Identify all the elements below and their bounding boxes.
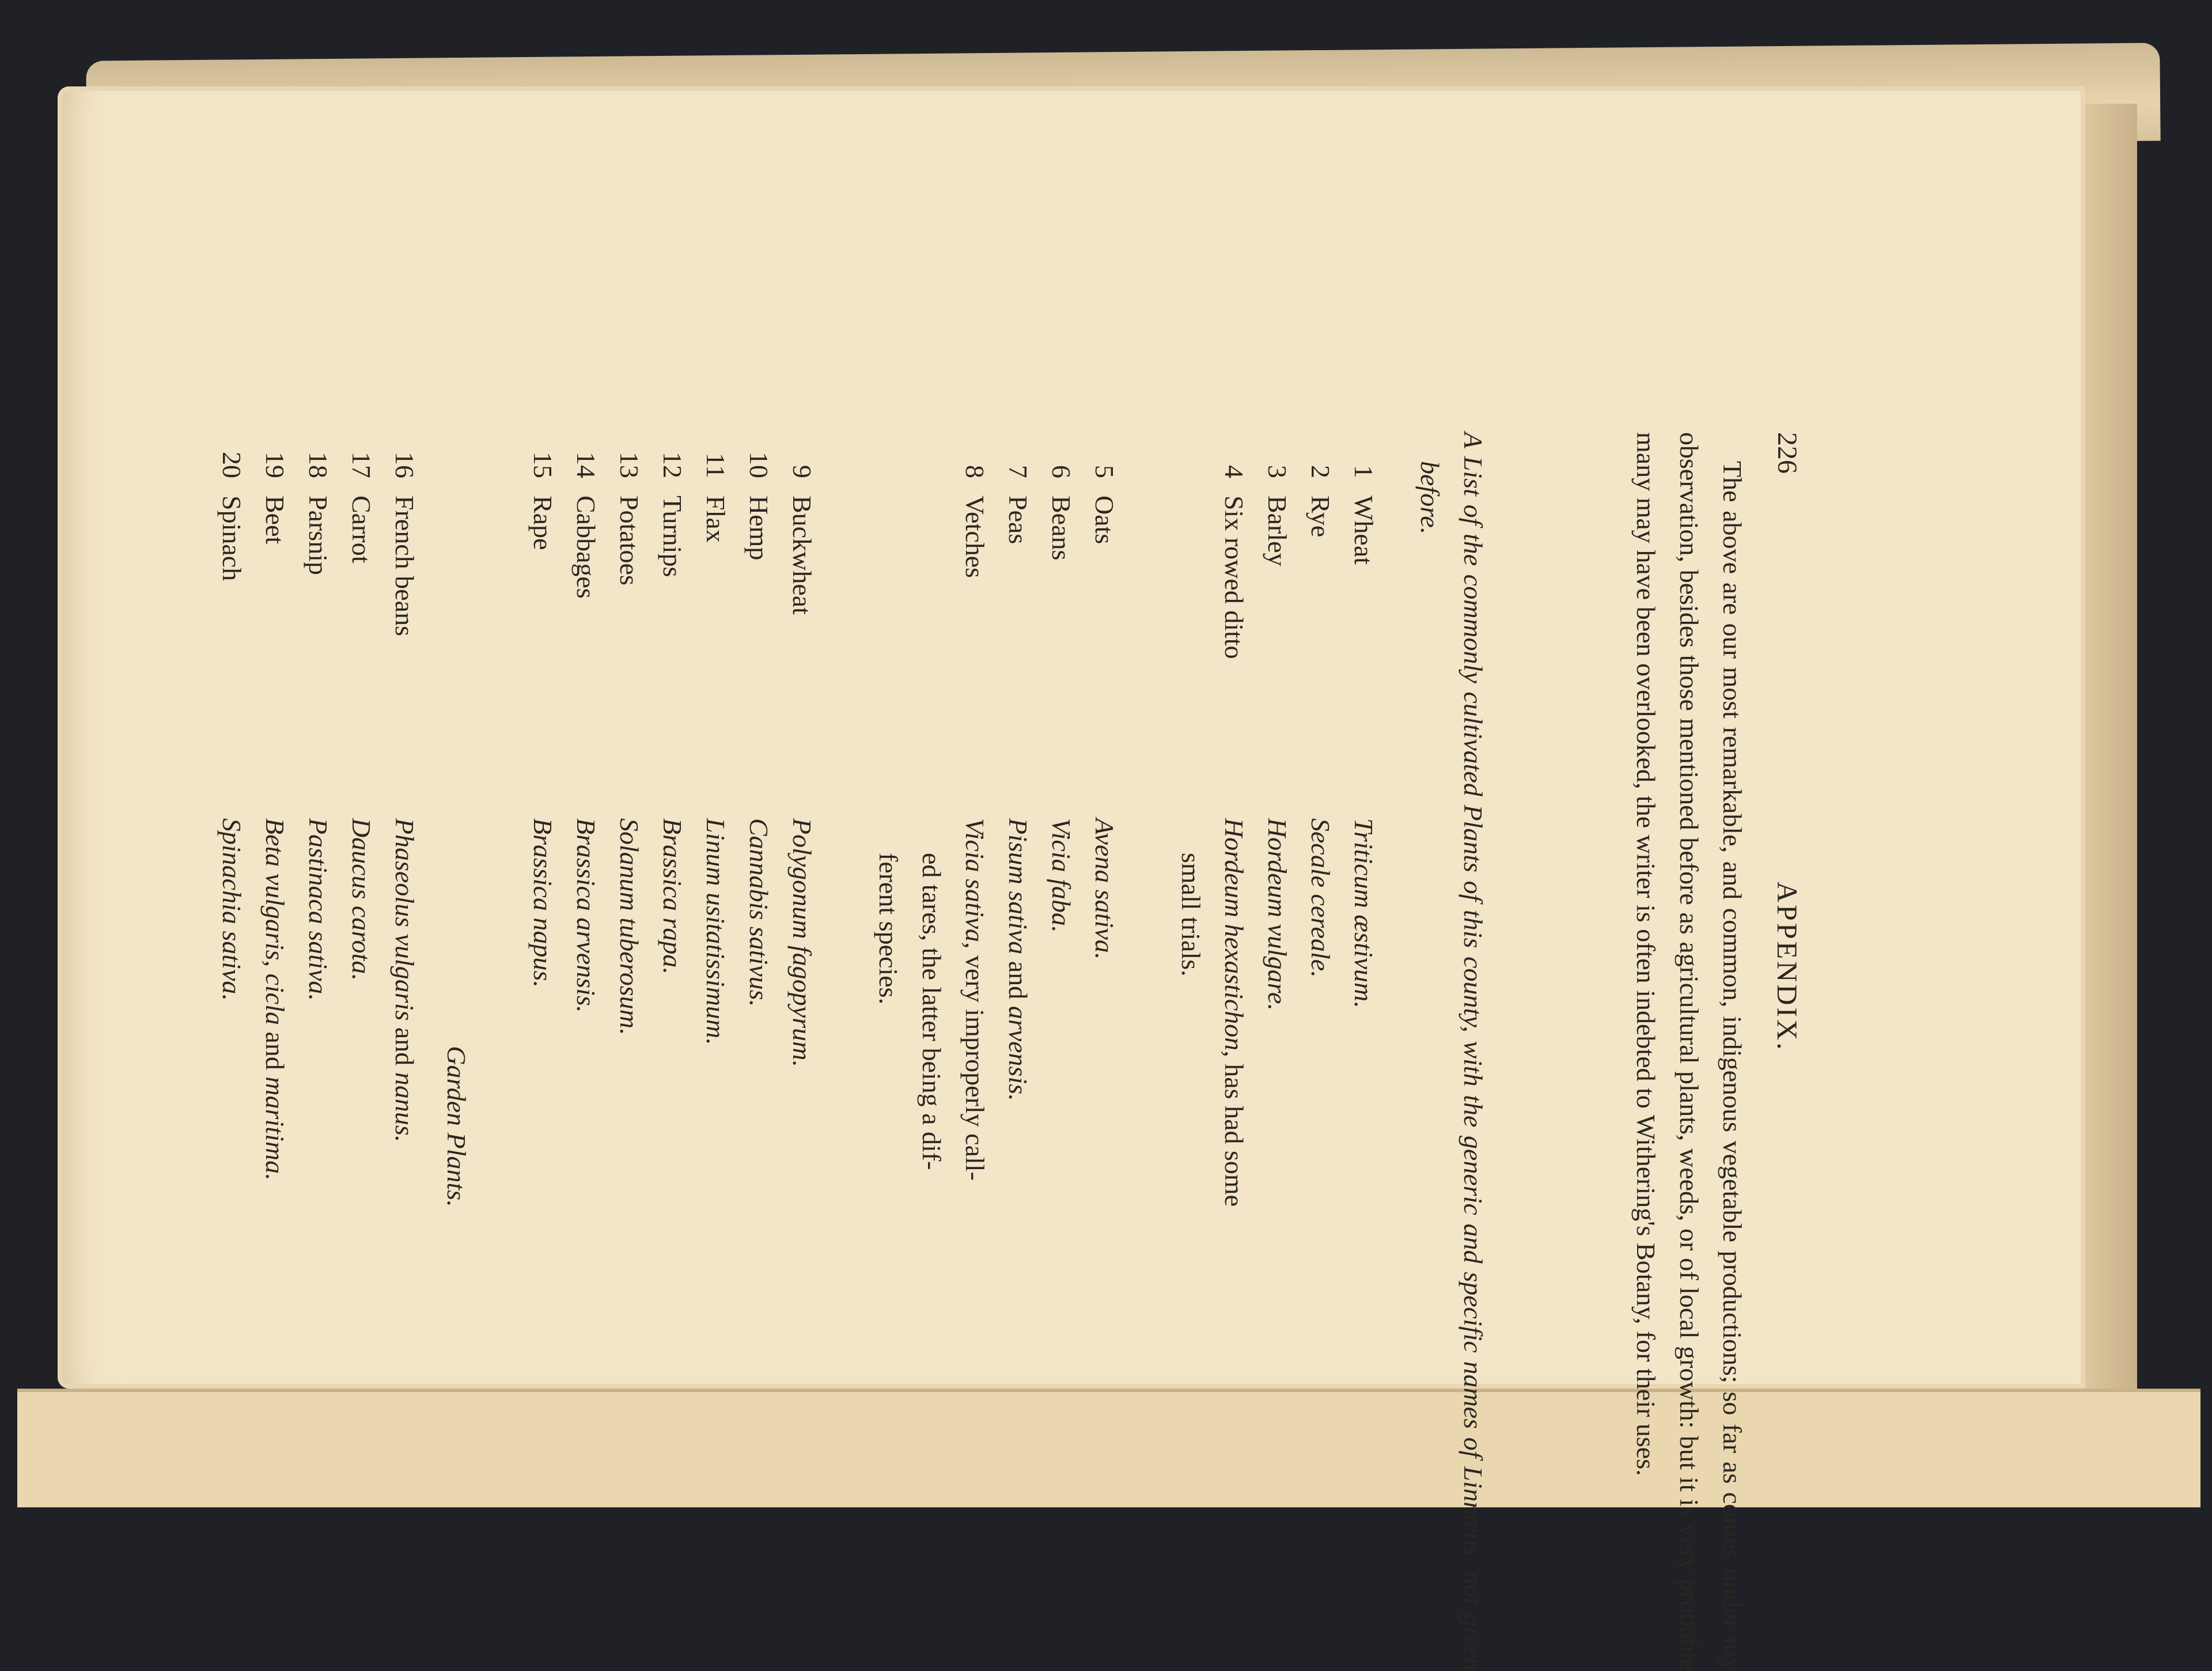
conjunction: and bbox=[390, 1027, 419, 1066]
list-heading: A List of the commonly cultivated Plants of this county, with the generic and specific names of Linnæus, not given before. bbox=[1415, 432, 1488, 1671]
latin-name: Brassica napus. bbox=[528, 818, 558, 988]
item-number: 10 bbox=[744, 452, 774, 478]
list-item bbox=[1256, 432, 1299, 1671]
common-name: Beet bbox=[260, 496, 290, 545]
list-item bbox=[651, 432, 694, 1671]
list-item bbox=[253, 432, 297, 1671]
running-head bbox=[1754, 432, 1809, 1671]
latin-name: Pisum sativa bbox=[1003, 818, 1033, 955]
item-number: 14 bbox=[571, 452, 601, 478]
latin-name: Brassica rapa. bbox=[658, 818, 687, 974]
book-page bbox=[58, 86, 2085, 1671]
latin-note: very improperly call- bbox=[960, 955, 990, 1181]
conjunction: and bbox=[1003, 961, 1033, 1000]
common-name: Wheat bbox=[1349, 496, 1378, 565]
latin-name-b: nanus. bbox=[390, 1072, 419, 1143]
common-name: Flax bbox=[701, 496, 730, 543]
item-number: 9 bbox=[787, 465, 817, 478]
list-item bbox=[867, 432, 997, 1671]
item-number: 2 bbox=[1306, 465, 1335, 478]
item-number: 3 bbox=[1263, 465, 1292, 478]
list-item bbox=[521, 432, 565, 1671]
list-item bbox=[608, 432, 651, 1671]
latin-name: Daucus carota. bbox=[347, 818, 376, 981]
common-name: Buckwheat bbox=[787, 496, 817, 615]
common-name: Oats bbox=[1090, 496, 1119, 545]
common-name: Parsnip bbox=[304, 496, 333, 575]
latin-name: Secale cereale. bbox=[1306, 818, 1335, 978]
item-number: 18 bbox=[304, 452, 333, 478]
item-number: 17 bbox=[347, 452, 376, 478]
item-number: 1 bbox=[1349, 465, 1378, 478]
item-number: 5 bbox=[1090, 465, 1119, 478]
latin-name-block bbox=[1169, 818, 1256, 1671]
latin-name-b: maritima. bbox=[260, 1076, 290, 1181]
list-item bbox=[997, 432, 1040, 1671]
item-number: 20 bbox=[217, 452, 247, 478]
common-name: Six rowed ditto bbox=[1219, 496, 1249, 659]
latin-name: Pastinaca sativa. bbox=[304, 818, 333, 1001]
common-name: Vetches bbox=[960, 496, 990, 579]
latin-name-b: arvensis. bbox=[1003, 1005, 1033, 1101]
common-name: Cabbages bbox=[571, 496, 601, 599]
common-name: Barley bbox=[1263, 496, 1292, 566]
list-item bbox=[1040, 432, 1083, 1671]
common-name: Peas bbox=[1003, 496, 1033, 545]
latin-name: Phaseolus vulgaris bbox=[390, 818, 419, 1021]
item-number: 15 bbox=[528, 452, 558, 478]
running-title: APPENDIX. bbox=[1771, 882, 1804, 1052]
latin-name: Linum usitatissimum. bbox=[701, 818, 730, 1045]
latin-continuation: small trials. bbox=[1176, 853, 1206, 977]
latin-name: Vicia faba. bbox=[1047, 818, 1076, 933]
latin-name: Beta vulgaris, cicla bbox=[260, 818, 290, 1025]
rotated-page-content bbox=[217, 432, 1809, 1671]
latin-name: Brassica arvensis. bbox=[571, 818, 601, 1013]
list-item bbox=[383, 432, 426, 1671]
latin-continuation: ferent species. bbox=[874, 853, 903, 1005]
common-name: French beans bbox=[390, 496, 419, 636]
garden-plants-heading: Garden Plants. bbox=[442, 1046, 471, 1207]
field-plants-list bbox=[521, 432, 1385, 1671]
spacer bbox=[824, 432, 867, 1671]
latin-name: Spinachia sativa. bbox=[217, 818, 247, 1001]
item-number: 7 bbox=[1003, 465, 1033, 478]
conjunction: and bbox=[260, 1031, 290, 1070]
common-name: Rye bbox=[1306, 496, 1335, 538]
latin-name: Polygonum fagopyrum. bbox=[787, 818, 817, 1067]
common-name: Hemp bbox=[744, 496, 774, 561]
list-item bbox=[210, 432, 253, 1671]
latin-name: Hordeum hexastichon, bbox=[1219, 818, 1249, 1057]
spacer bbox=[478, 432, 521, 1671]
latin-name: Hordeum vulgare. bbox=[1263, 818, 1292, 1011]
latin-name: Solanum tuberosum. bbox=[615, 818, 644, 1035]
latin-name-block bbox=[253, 818, 297, 1671]
list-item bbox=[340, 432, 383, 1671]
latin-continuation: ed tares, the latter being a dif- bbox=[917, 853, 946, 1170]
latin-name: Avena sativa. bbox=[1090, 818, 1119, 960]
item-number: 13 bbox=[615, 452, 644, 478]
latin-name: Vicia sativa, bbox=[960, 818, 990, 949]
common-name: Beans bbox=[1047, 496, 1076, 561]
list-item bbox=[1299, 432, 1342, 1671]
latin-name-block bbox=[383, 818, 426, 1671]
list-item bbox=[737, 432, 781, 1671]
item-number: 6 bbox=[1047, 465, 1076, 478]
list-item bbox=[565, 432, 608, 1671]
item-number: 11 bbox=[701, 452, 730, 478]
latin-name: Triticum æstivum. bbox=[1349, 818, 1378, 1008]
common-name: Potatoes bbox=[615, 496, 644, 585]
list-item bbox=[694, 432, 737, 1671]
intro-paragraph: The above are our most remarkable, and common, indigenous vegetable productions; so far as comes under my observation, besides those mentioned before as agricultural plants, weeds, or of local growth: but it is very probable many may have been overlooked, the writer is often indebted to Withering's Botany, for their uses. bbox=[1631, 432, 1747, 1671]
list-item bbox=[1169, 432, 1256, 1671]
latin-name: Cannabis sativus. bbox=[744, 818, 774, 1007]
common-name: Turnips bbox=[658, 496, 687, 577]
latin-name-block bbox=[997, 818, 1040, 1671]
latin-note: has had some bbox=[1219, 1064, 1249, 1207]
common-name: Carrot bbox=[347, 496, 376, 564]
list-item bbox=[297, 432, 340, 1671]
list-item bbox=[781, 432, 824, 1671]
common-name: Spinach bbox=[217, 496, 247, 581]
item-number: 4 bbox=[1219, 465, 1249, 478]
latin-name-block bbox=[867, 818, 997, 1671]
list-item bbox=[1083, 432, 1126, 1671]
list-item bbox=[1342, 432, 1385, 1671]
page-number: 226 bbox=[1772, 432, 1802, 474]
spacer bbox=[1126, 432, 1169, 1671]
item-number: 19 bbox=[260, 452, 290, 478]
item-number: 8 bbox=[960, 465, 990, 478]
item-number: 12 bbox=[658, 452, 687, 478]
common-name: Rape bbox=[528, 496, 558, 550]
item-number: 16 bbox=[390, 452, 419, 478]
garden-plants-list bbox=[210, 432, 426, 1671]
